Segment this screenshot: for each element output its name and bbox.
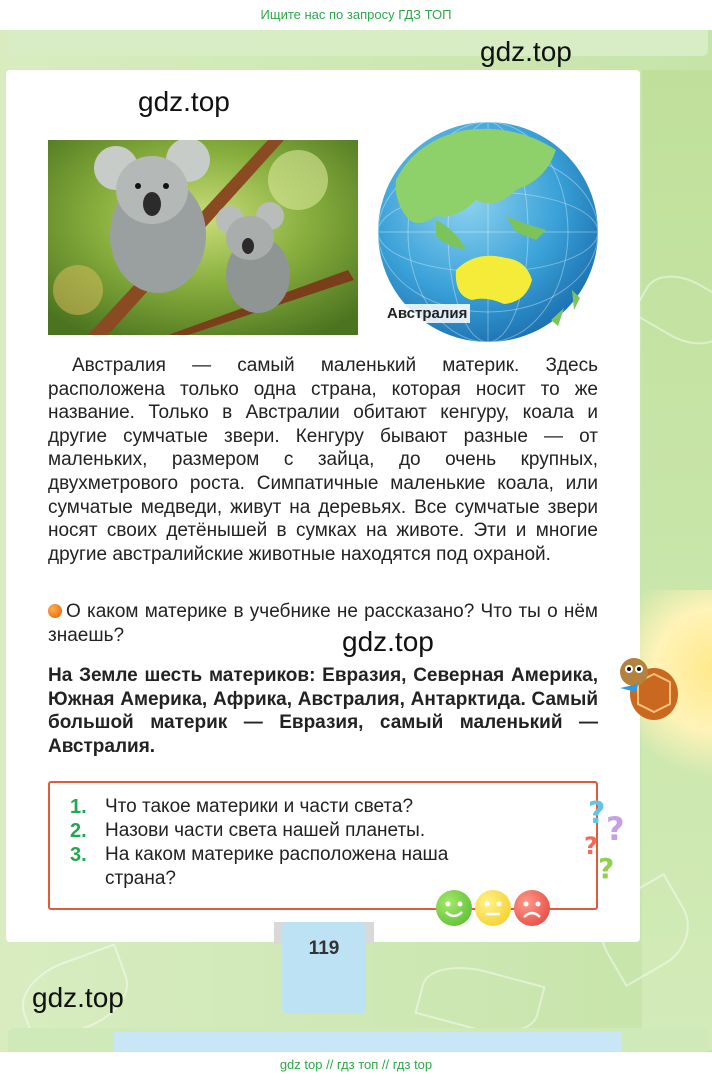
watermark: gdz.top: [480, 36, 572, 67]
review-item: [70, 795, 510, 819]
happy-face-icon[interactable]: [436, 890, 472, 926]
item-text: Назови части света нашей планеты.: [105, 820, 426, 841]
footer-links[interactable]: gdz top // гдз топ // гдз top: [279, 1057, 433, 1072]
item-text: На каком материке расположена наша страна?: [105, 844, 449, 889]
review-item: [70, 819, 510, 843]
koala-photo: [48, 140, 358, 335]
page-number: 119: [308, 938, 340, 959]
summary-text: На Земле шесть материков: Евразия, Северная Америка, Южная Америка, Африка, Австралия, Антарктида. Самый большой материк — Евразия, самый маленький — Австралия.: [48, 665, 598, 757]
page-number-tab: [282, 922, 366, 1014]
watermark: gdz.top: [342, 626, 434, 657]
paragraph-text: Австралия — самый маленький материк. Здесь расположена только одна страна, которая носит то же название. Только в Австралии обитают кенгуру, коала и другие сумчатые звери. Кенгуру бывают разные — от маленьких, размером с зайца, до очень крупных, двухметрового роста. Симпатичные маленькие коала, или сумчатые медведи, живут на деревьях. Все сумчатые звери носят своих детёнышей в сумках на животе. Эти и многие другие австралийские животные находятся под охраной.: [48, 355, 598, 565]
item-number: 1.: [70, 796, 87, 818]
bottom-strip: [8, 1028, 708, 1052]
watermark: gdz.top: [138, 86, 230, 117]
main-paragraph: [48, 354, 598, 566]
turtle-mascot-icon: [616, 652, 682, 726]
review-item: [70, 843, 510, 891]
watermark: gdz.top: [32, 982, 124, 1013]
australia-label: Австралия: [384, 304, 470, 323]
neutral-face-icon[interactable]: [475, 890, 511, 926]
sad-face-icon[interactable]: [514, 890, 550, 926]
item-number: 2.: [70, 820, 87, 842]
top-strip: [8, 30, 708, 56]
item-text: Что такое материки и части света?: [105, 796, 414, 817]
item-number: 3.: [70, 844, 87, 866]
discussion-question: [48, 600, 598, 647]
top-banner[interactable]: Ищите нас по запросу ГДЗ ТОП: [0, 0, 712, 30]
question-text: О каком материке в учебнике не рассказано? Что ты о нём знаешь?: [48, 601, 598, 646]
orange-dot-icon: [48, 604, 62, 618]
